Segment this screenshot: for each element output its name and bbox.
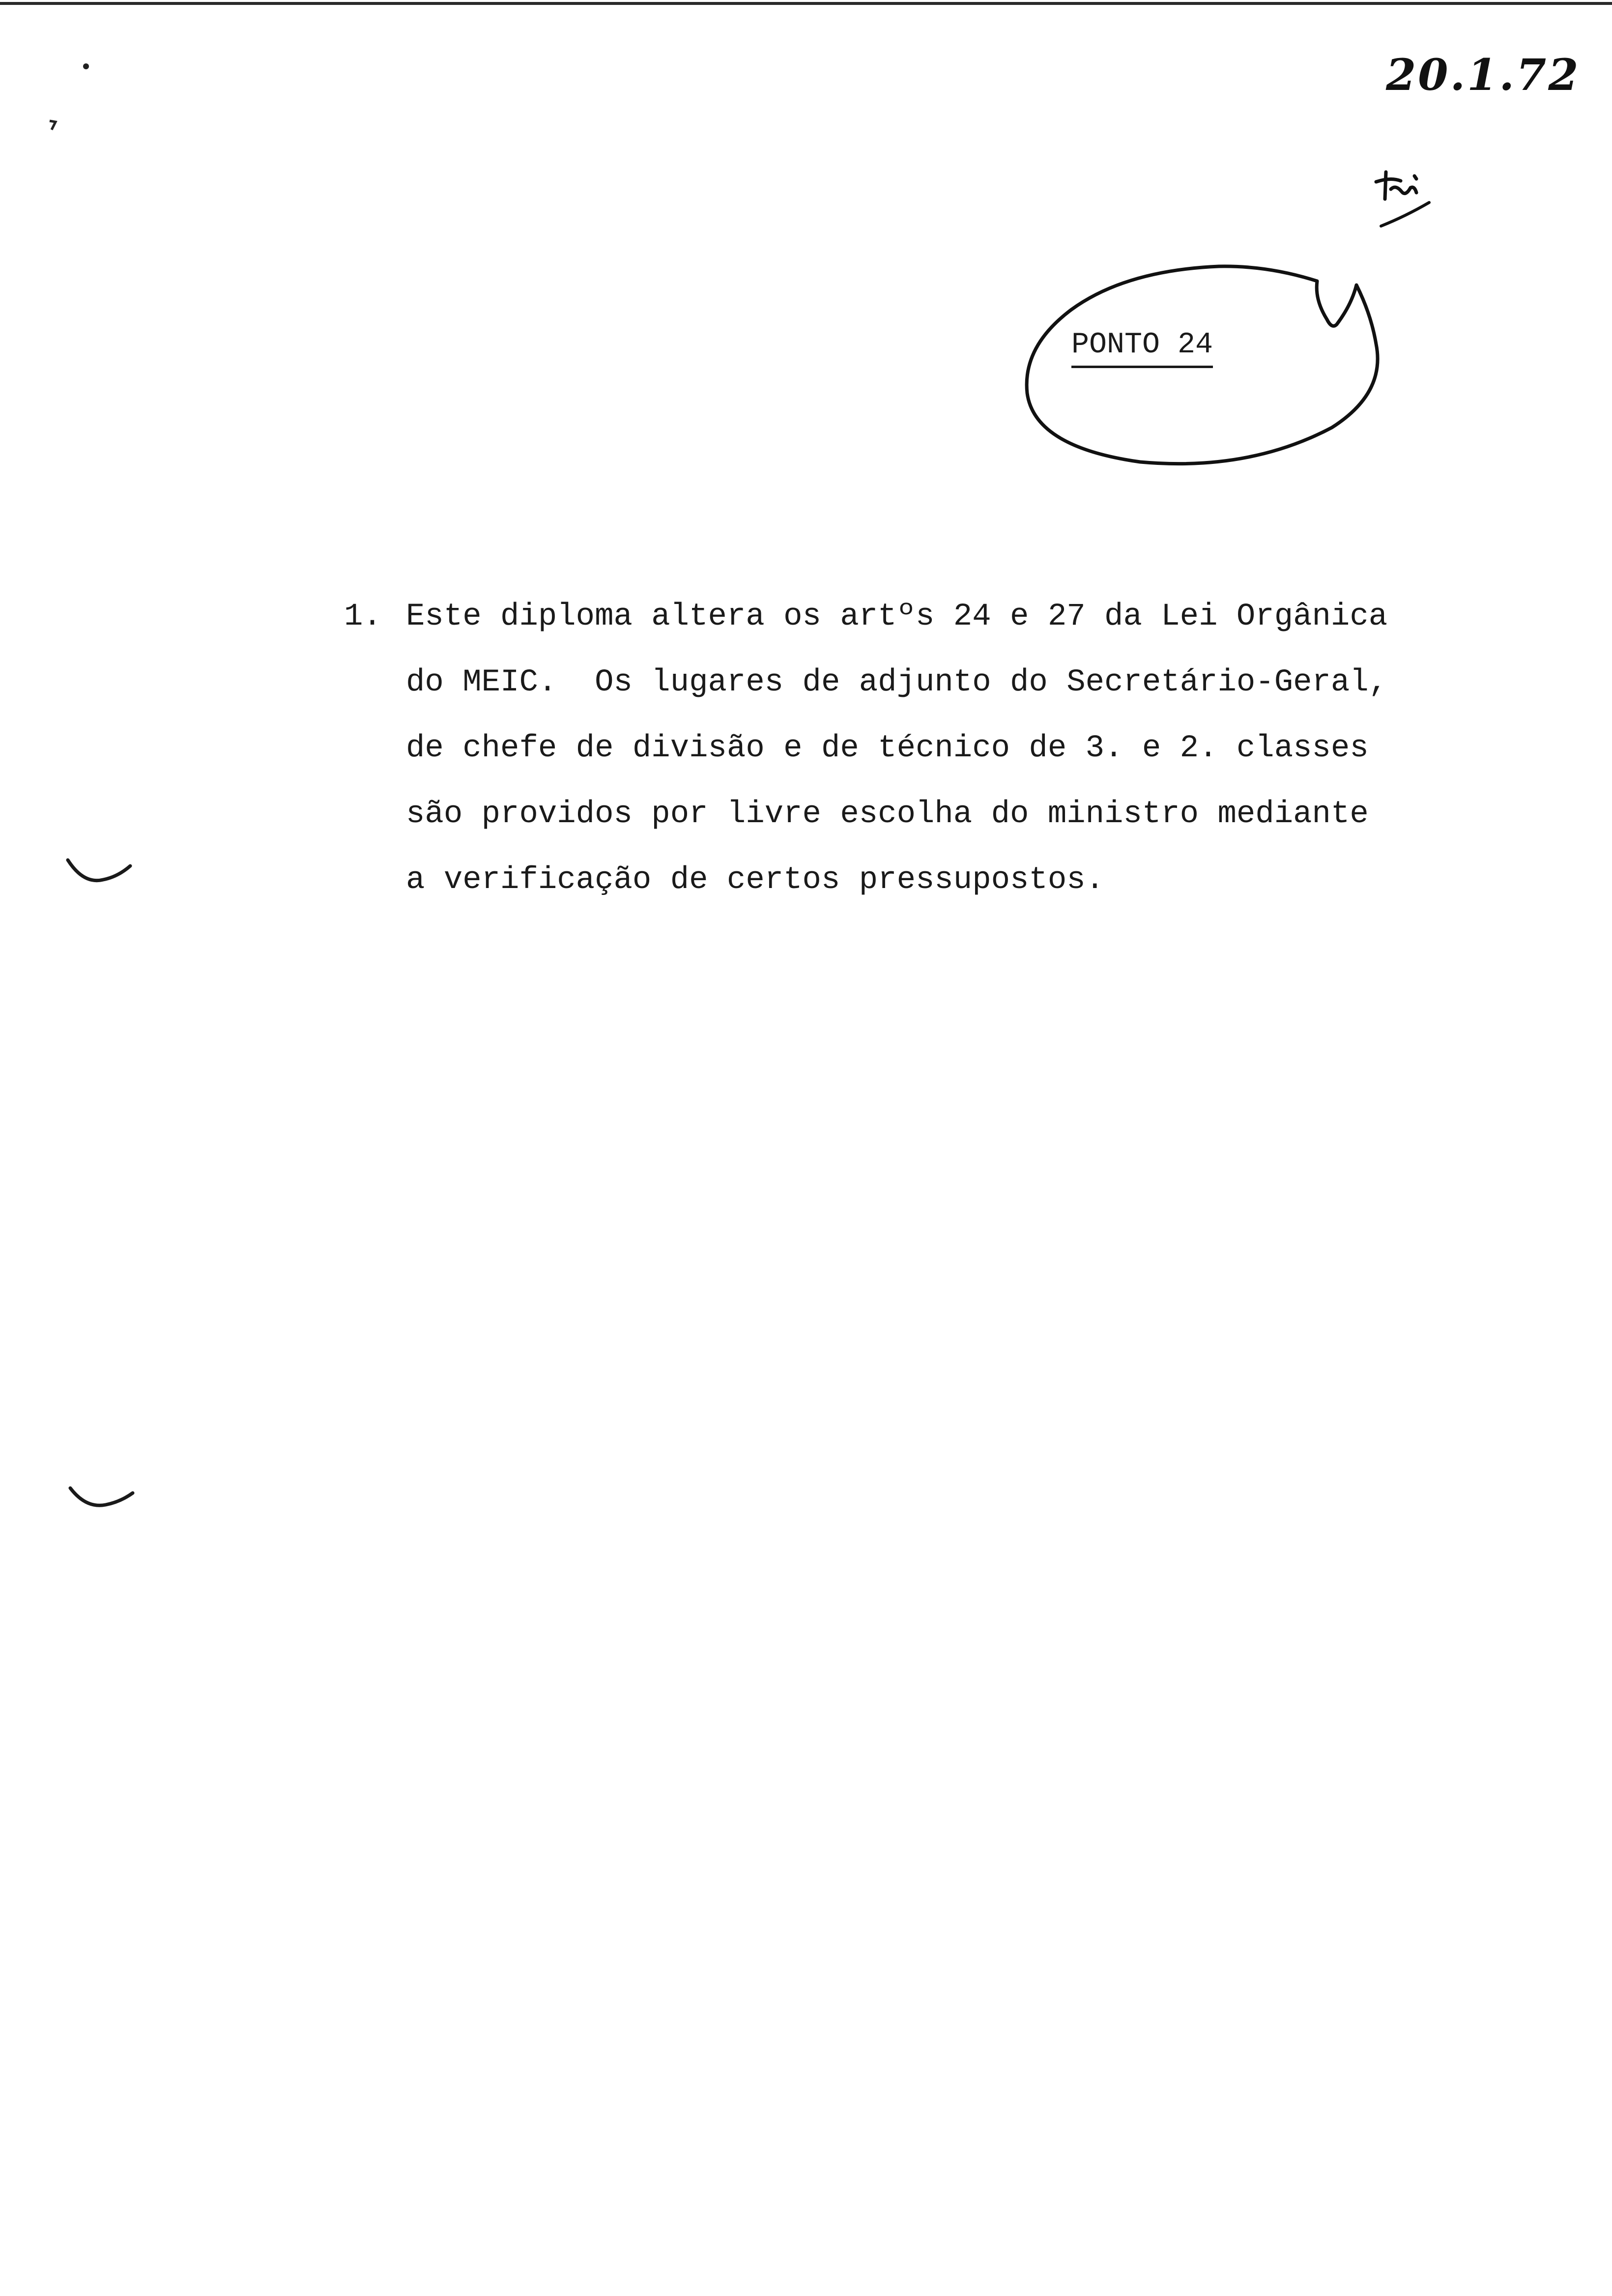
- paragraph-line: do MEIC. Os lugares de adjunto do Secretário-Geral,: [406, 665, 1388, 700]
- paragraph-number: 1.: [344, 599, 382, 634]
- top-edge-rule: [0, 2, 1612, 5]
- paragraph-line: Este diploma altera os artºs 24 e 27 da Lei Orgânica: [406, 599, 1388, 634]
- paragraph-1: [344, 584, 1455, 913]
- paragraph-body: [406, 584, 1455, 913]
- stray-tick-mark: [47, 118, 58, 133]
- handwritten-initials-mark: [1371, 162, 1440, 236]
- handwritten-date: 20.1.72: [1386, 49, 1581, 100]
- paragraph-line: a verificação de certos pressupostos.: [406, 862, 1105, 898]
- punch-hole-mark-upper: [64, 855, 138, 890]
- paragraph-line: de chefe de divisão e de técnico de 3. e 2. classes: [406, 731, 1369, 766]
- stray-dot-mark: [81, 61, 91, 71]
- handwritten-oval-annotation: [1012, 256, 1386, 482]
- paragraph-line: são providos por livre escolha do ministro mediante: [406, 797, 1369, 832]
- ponto-label: PONTO 24: [1071, 328, 1213, 368]
- punch-hole-mark-lower: [66, 1484, 140, 1514]
